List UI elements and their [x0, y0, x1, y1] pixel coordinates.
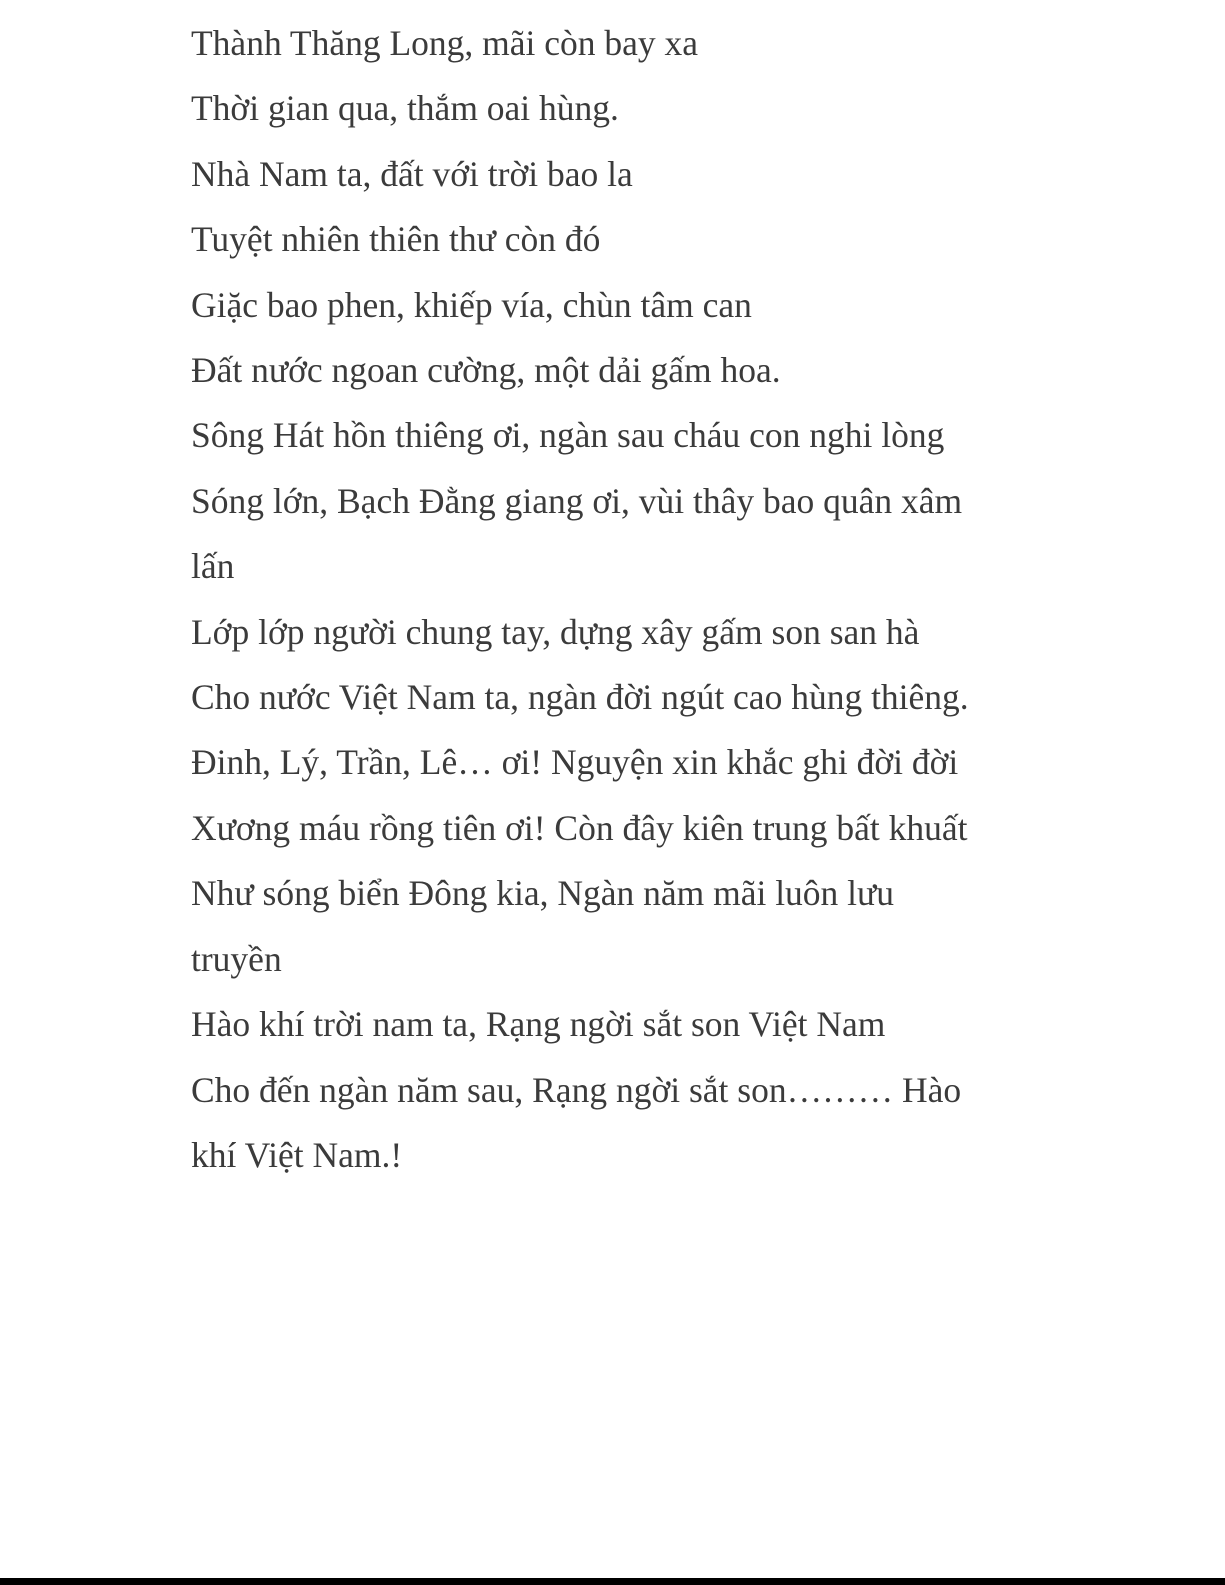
- lyric-line: Xương máu rồng tiên ơi! Còn đây kiên trung bất khuất: [191, 807, 968, 848]
- lyric-line: Cho nước Việt Nam ta, ngàn đời ngút cao hùng thiêng.: [191, 677, 969, 718]
- lyric-line: Tuyệt nhiên thiên thư còn đó: [191, 219, 601, 260]
- lyric-line: Cho đến ngàn năm sau, Rạng ngời sắt son……… Hào: [191, 1069, 962, 1110]
- lyric-line: Lớp lớp người chung tay, dựng xây gấm son san hà: [191, 611, 920, 652]
- lyric-line: Đất nước ngoan cường, một dải gấm hoa.: [191, 350, 781, 391]
- lyric-line: khí Việt Nam.!: [191, 1134, 403, 1175]
- lyric-line: Sóng lớn, Bạch Đằng giang ơi, vùi thây bao quân xâm: [191, 480, 963, 521]
- lyric-line: Giặc bao phen, khiếp vía, chùn tâm can: [191, 284, 752, 325]
- lyric-line: Như sóng biển Đông kia, Ngàn năm mãi luôn lưu: [191, 873, 895, 914]
- lyric-line: Thời gian qua, thắm oai hùng.: [191, 88, 619, 129]
- lyric-line: Đinh, Lý, Trần, Lê… ơi! Nguyện xin khắc ghi đời đời: [191, 742, 959, 783]
- lyric-line: truyền: [191, 938, 282, 979]
- lyric-line: Hào khí trời nam ta, Rạng ngời sắt son Việt Nam: [191, 1004, 886, 1045]
- lyric-line: Sông Hát hồn thiêng ơi, ngàn sau cháu con nghi lòng: [191, 415, 945, 456]
- lyrics-body: [191, 11, 1041, 1188]
- page-bottom-rule: [0, 1578, 1225, 1585]
- lyric-line: lấn: [191, 546, 235, 587]
- lyric-line: Thành Thăng Long, mãi còn bay xa: [191, 23, 699, 63]
- lyric-line: Nhà Nam ta, đất với trời bao la: [191, 153, 633, 194]
